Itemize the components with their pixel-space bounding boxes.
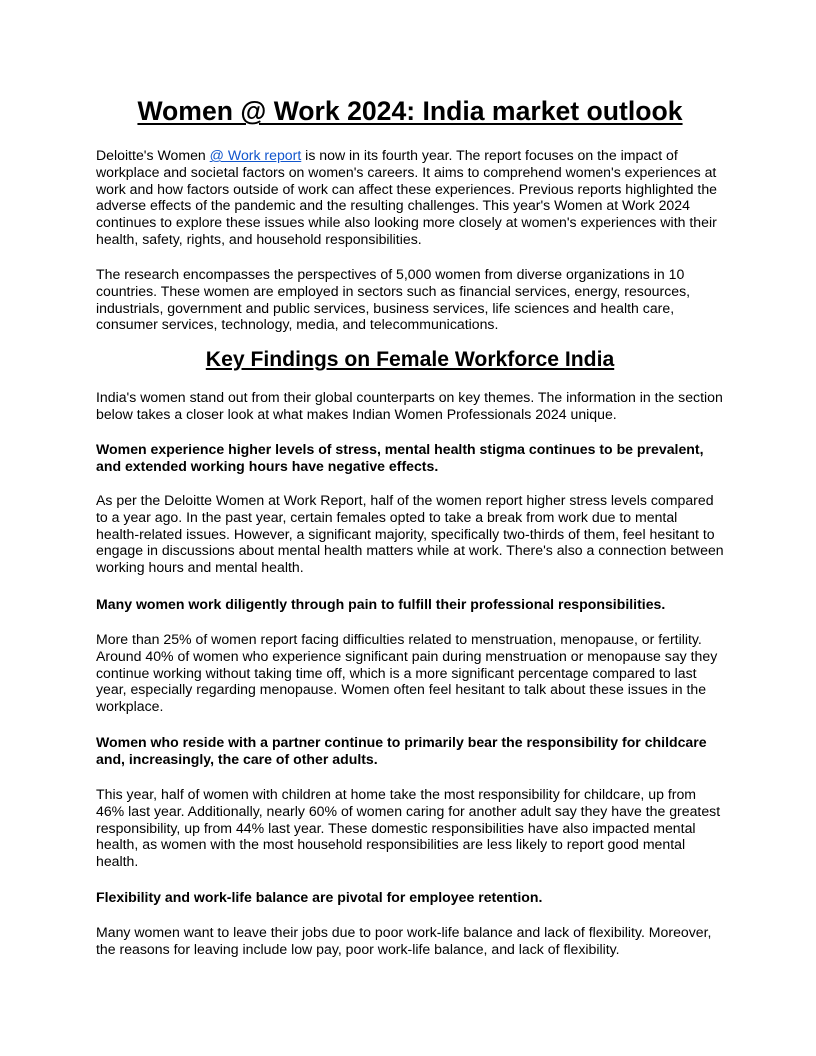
document-title: Women @ Work 2024: India market outlook	[137, 96, 683, 126]
section-heading-childcare: Women who reside with a partner continue to primarily bear the responsibility for childcare and, increasingly, the care of other adults.	[96, 734, 707, 767]
intro-text-before-link: Deloitte's Women	[96, 147, 210, 163]
research-paragraph: The research encompasses the perspectives of 5,000 women from diverse organizations in 10 countries. These women are employed in sectors such as financial services, energy, resources, industrials, government and public services, business services, life sciences and health care, consumer services, technology, media, and telecommunications.	[96, 266, 691, 333]
work-report-link[interactable]: @ Work report	[209, 147, 302, 163]
section-heading-pain: Many women work diligently through pain to fulfill their professional responsibilities.	[96, 596, 666, 612]
section-body-childcare: This year, half of women with children at home take the most responsibility for childcare, up from 46% last year. Additionally, nearly 60% of women caring for another adult say they have the greatest responsibility, up from 44% last year. These domestic responsibilities have also impacted mental health, as women with the most household responsibilities are less likely to report good mental health.	[96, 786, 721, 870]
intro-paragraph	[96, 147, 724, 248]
key-findings-heading: Key Findings on Female Workforce India	[205, 348, 615, 371]
intro-text-after-link: is now in its fourth year. The report focuses on the impact of workplace and societal factors on women's careers. It aims to comprehend women's experiences at work and how factors outside of work can affect these experiences. Previous reports highlighted the adverse effects of the pandemic and the resulting challenges. This year's Women at Work 2024 continues to explore these issues while also looking more closely at women's experiences with their health, safety, rights, and household responsibilities.	[96, 147, 717, 247]
section-body-flexibility: Many women want to leave their jobs due to poor work-life balance and lack of flexibility. Moreover, the reasons for leaving include low pay, poor work-life balance, and lack of flexibility.	[96, 924, 712, 957]
section-body-pain: More than 25% of women report facing difficulties related to menstruation, menopause, or fertility. Around 40% of women who experience significant pain during menstruation or menopause say they continue working without taking time off, which is a more significant percentage compared to last year, especially regarding menopause. Women often feel hesitant to talk about these issues in the workplace.	[96, 631, 718, 715]
section-body-stress: As per the Deloitte Women at Work Report, half of the women report higher stress levels compared to a year ago. In the past year, certain females opted to take a break from work due to mental health-related issues. However, a significant majority, specifically two-thirds of them, feel hesitant to engage in discussions about mental health matters while at work. There's also a connection between working hours and mental health.	[96, 492, 724, 576]
key-findings-intro: India's women stand out from their global counterparts on key themes. The information in the section below takes a closer look at what makes Indian Women Professionals 2024 unique.	[96, 389, 723, 422]
section-heading-stress: Women experience higher levels of stress, mental health stigma continues to be prevalent, and extended working hours have negative effects.	[96, 441, 704, 474]
section-heading-flexibility: Flexibility and work-life balance are pivotal for employee retention.	[96, 889, 543, 905]
